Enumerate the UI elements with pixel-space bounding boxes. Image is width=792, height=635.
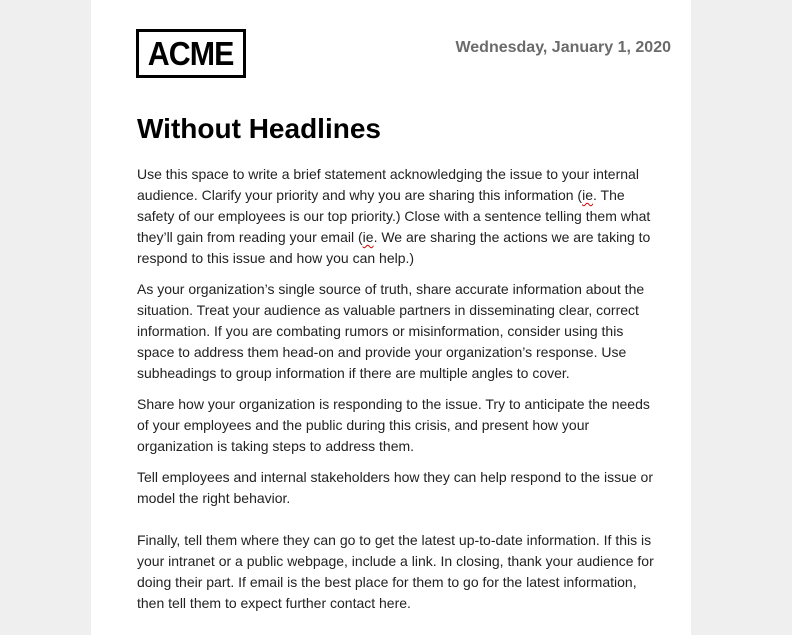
- paragraph-response: Share how your organization is responding to the issue. Try to anticipate the needs of your employees and the public during this crisis, and present how your organization is taking steps to address them.: [137, 396, 650, 454]
- paragraph-intro: [137, 164, 657, 269]
- email-body: [91, 0, 691, 635]
- paragraph-intro-part-b: . The safety of our employees is our top priority.) Close with a sentence telling them what they’ll gain from reading your email (: [137, 187, 651, 245]
- page-title: Without Headlines: [137, 113, 381, 144]
- paragraph-intro-part-c: . We are sharing the actions we are taking to respond to this issue and how you can help.): [137, 229, 651, 266]
- acme-logo: [136, 29, 246, 78]
- misspelled-word[interactable]: ie: [362, 229, 374, 245]
- misspelled-word[interactable]: ie: [582, 187, 594, 203]
- date-text: Wednesday, January 1, 2020: [455, 39, 671, 56]
- paragraph-closing: Finally, tell them where they can go to get the latest up-to-date information. If this is your intranet or a public webpage, include a link. In closing, thank your audience for doing their part. If email is the best place for them to go for the latest information, then tell them to expect further contact here.: [137, 532, 654, 611]
- logo-text: ACME: [148, 35, 234, 72]
- paragraph-intro-part-a: Use this space to write a brief statement acknowledging the issue to your internal audience. Clarify your priority and why you are sharing this information (: [137, 166, 639, 203]
- paragraph-source-of-truth: As your organization’s single source of truth, share accurate information about the situation. Treat your audience as valuable partners in disseminating clear, correct information. If you are combating rumors or misinformation, consider using this space to address them head-on and provide your organization’s response. Use subheadings to group information if there are multiple angles to cover.: [137, 281, 645, 381]
- paragraph-how-to-help: Tell employees and internal stakeholders how they can help respond to the issue or model the right behavior.: [137, 469, 653, 506]
- content: [137, 164, 657, 624]
